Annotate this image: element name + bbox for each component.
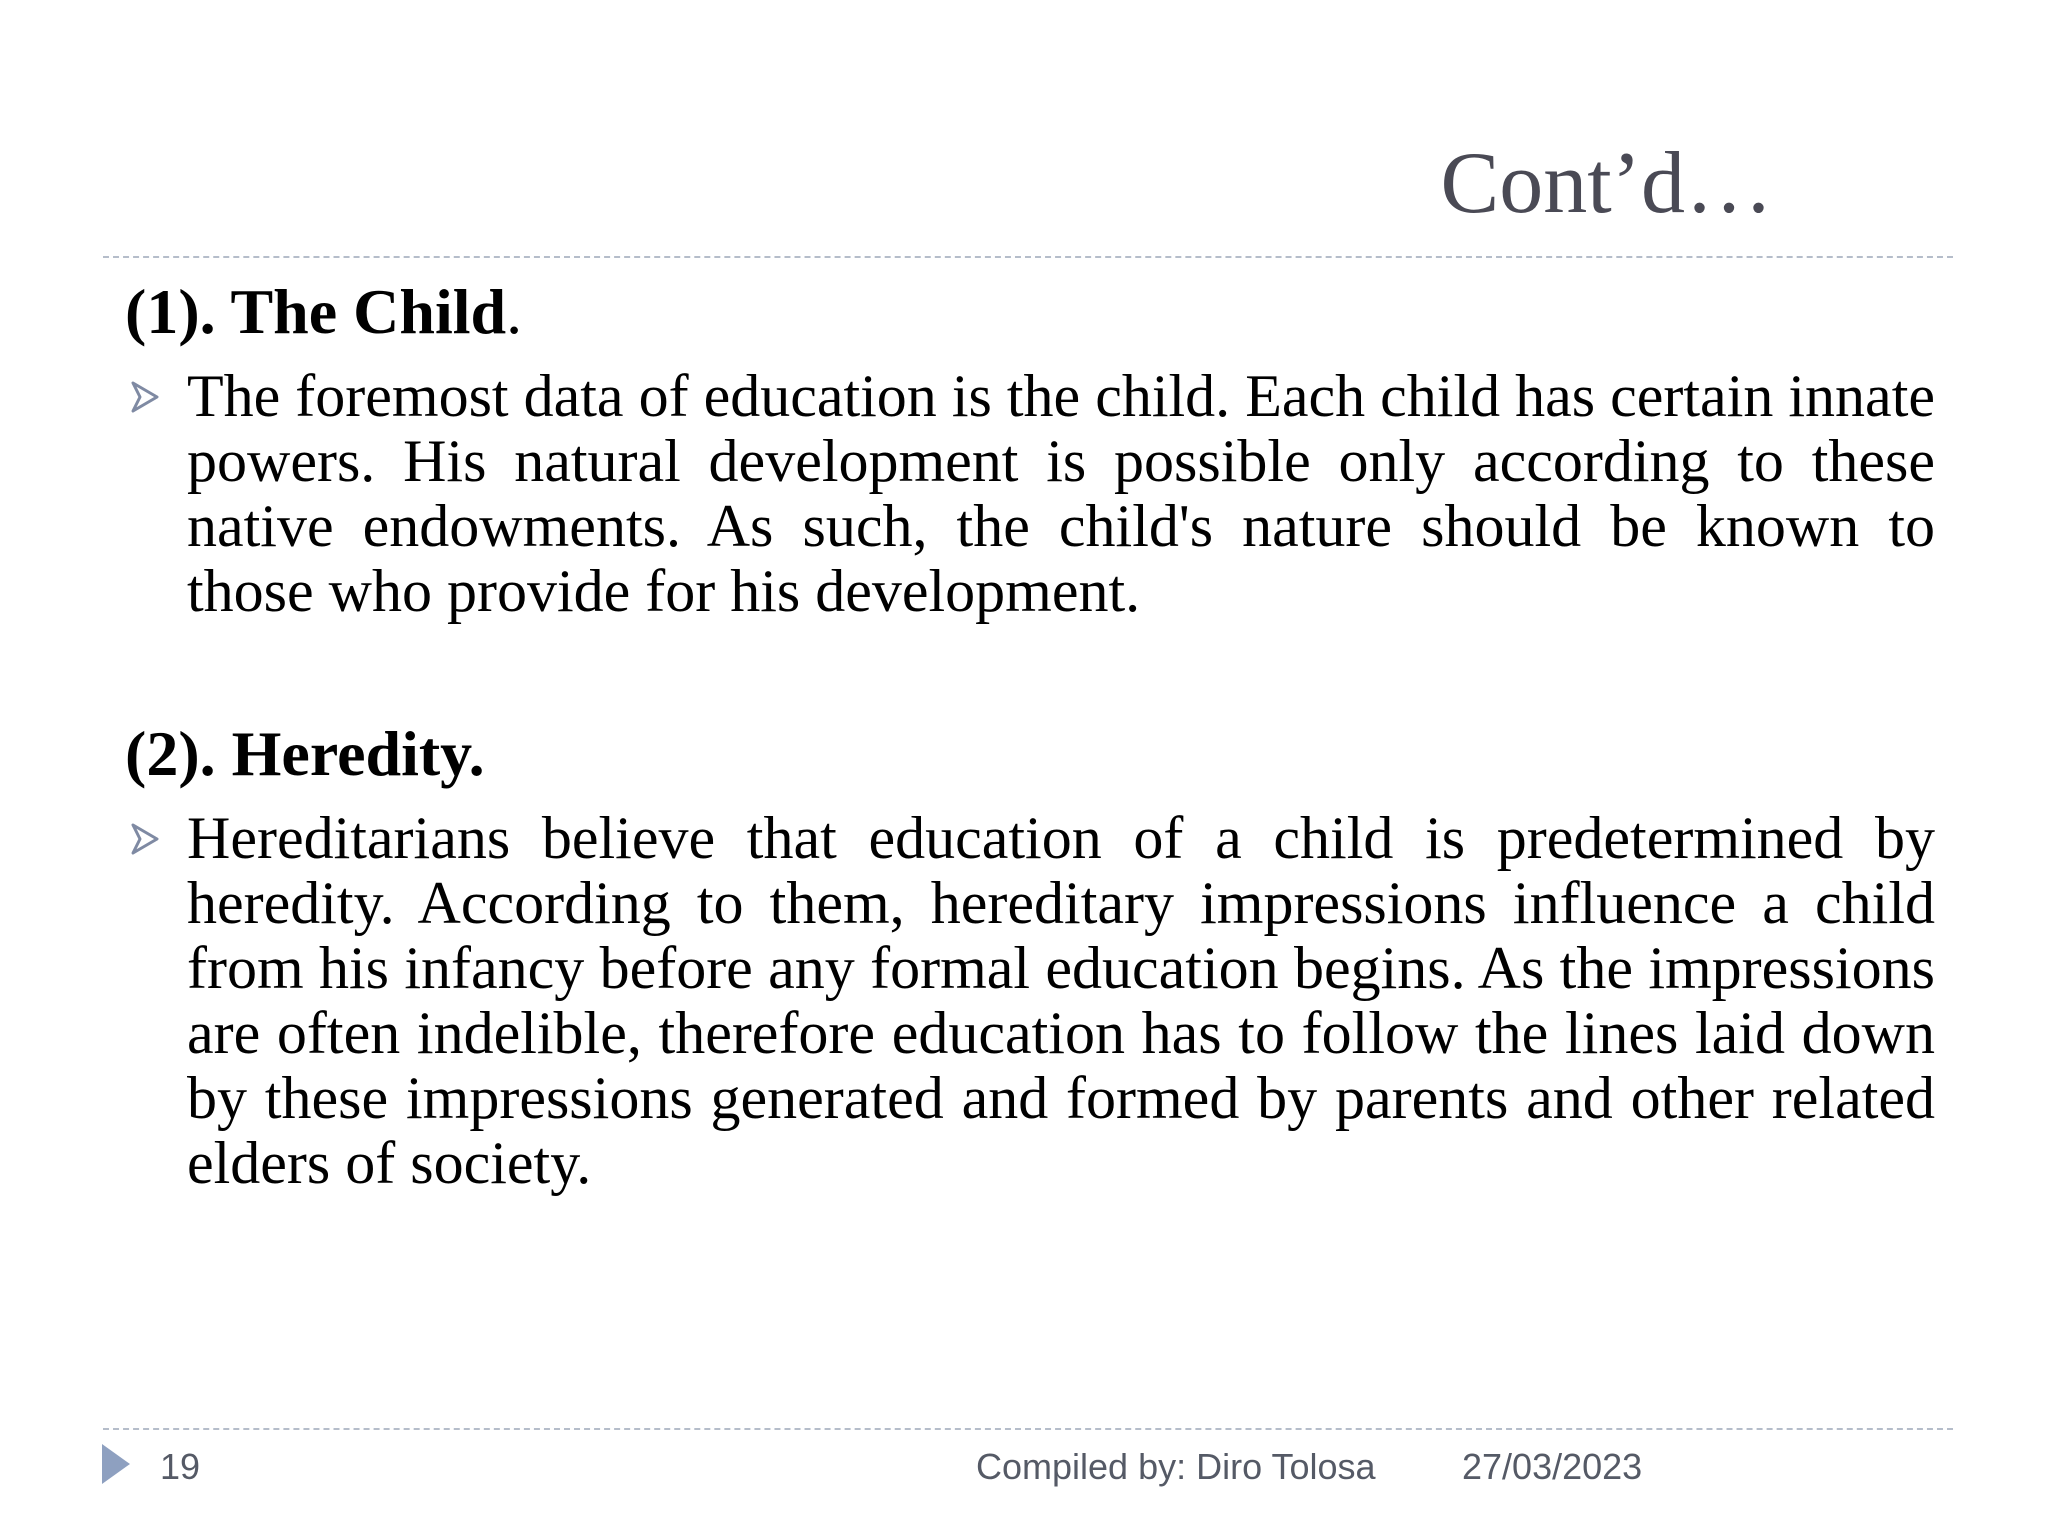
chevron-arrow-icon bbox=[129, 380, 161, 414]
chevron-arrow-icon bbox=[129, 822, 161, 856]
section-the-child bbox=[125, 276, 1935, 624]
footer-date: 27/03/2023 bbox=[1462, 1446, 1643, 1487]
slide-content bbox=[125, 276, 1935, 1196]
bullet-paragraph: Hereditarians believe that education of a child is predetermined by heredity. According to them, hereditary impressions influence a child from his infancy before any formal education begins. As the impressions are often indelible, therefore education has to follow the lines laid down by these impressions generated and formed by parents and other related elders of society. bbox=[187, 805, 1935, 1196]
section-heading-text: (1). The Child bbox=[125, 276, 507, 347]
section-heading bbox=[125, 276, 1935, 347]
section-heading bbox=[125, 718, 1935, 789]
section-heading-text: (2). Heredity. bbox=[125, 718, 485, 789]
bullet-item bbox=[125, 364, 1935, 624]
bullet-item bbox=[125, 806, 1935, 1196]
footer-divider bbox=[103, 1428, 1953, 1430]
play-triangle-icon bbox=[100, 1442, 132, 1486]
slide-number: 19 bbox=[160, 1446, 201, 1487]
section-heading-trail: . bbox=[506, 276, 523, 347]
section-heredity bbox=[125, 718, 1935, 1196]
bullet-paragraph: The foremost data of education is the child. Each child has certain innate powers. His natural development is possible only according to these native endowments. As such, the child's nature should be known to those who provide for his development. bbox=[187, 363, 1935, 624]
title-divider bbox=[103, 256, 1953, 258]
footer-credit: Compiled by: Diro Tolosa bbox=[976, 1446, 1376, 1487]
slide-title: Cont’d… bbox=[1440, 135, 1773, 232]
